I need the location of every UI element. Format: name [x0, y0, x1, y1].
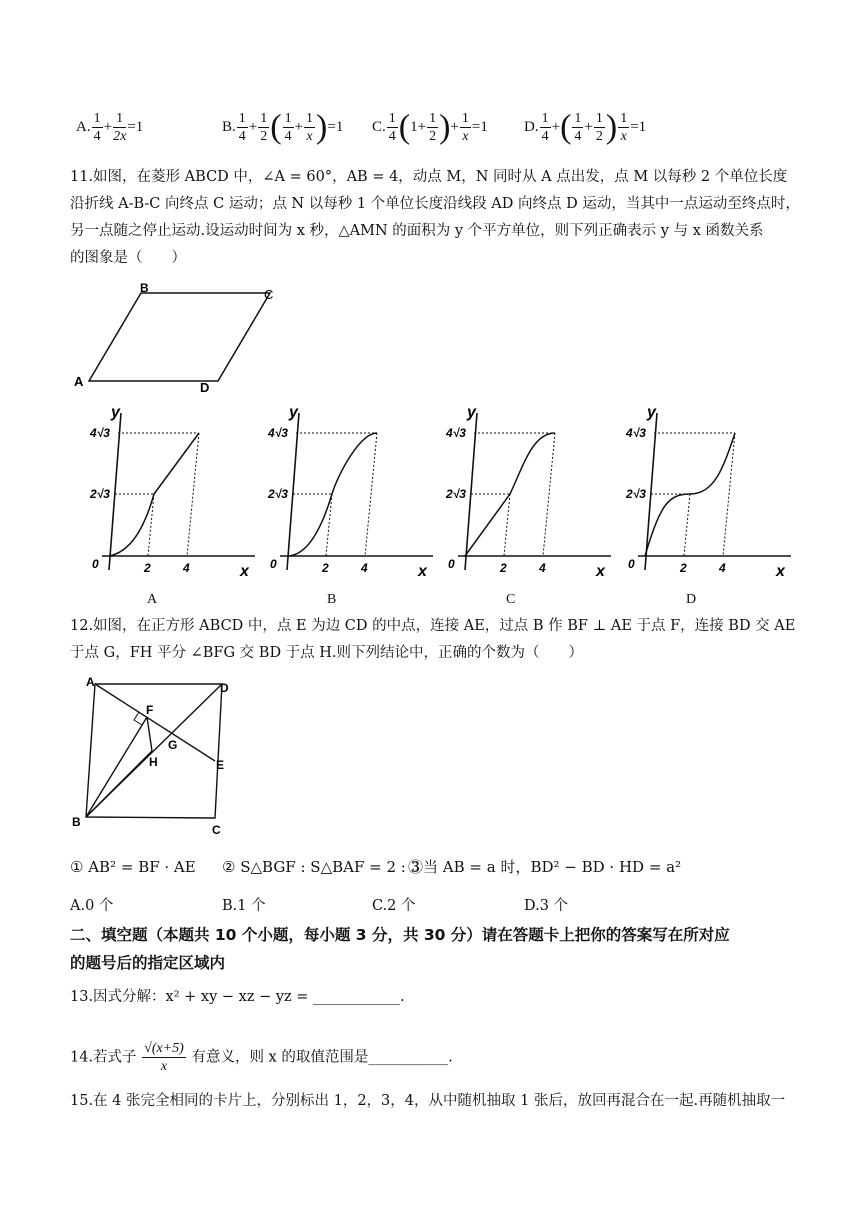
graph-curve: [287, 433, 377, 556]
q12-statement-1: ① AB² = BF · AE: [70, 858, 196, 876]
y-axis: [287, 413, 299, 570]
graph-a: [90, 405, 260, 580]
graph-caption-b: B: [327, 592, 337, 607]
square-figure: [70, 672, 250, 840]
axis-label-x: x: [776, 563, 785, 580]
y-axis: [109, 413, 121, 570]
q12-text: [70, 613, 800, 667]
axis-label-x: x: [240, 563, 249, 580]
axis-label-x: x: [418, 563, 427, 580]
tick-label-4: 4: [539, 561, 546, 575]
graph-d: [626, 405, 796, 580]
y-axis: [465, 413, 477, 570]
q15-text: 15.在 4 张完全相同的卡片上，分别标出 1，2，3，4，从中随机抽取 1 张后，放回再混合在一起.再随机抽取一: [70, 1093, 786, 1109]
tick-label-4: 4: [361, 561, 368, 575]
q12-option-d: D.3 个: [524, 898, 569, 914]
square-label-b: B: [72, 815, 81, 829]
graph-caption-c: C: [506, 592, 516, 607]
option-label: B.: [222, 118, 236, 135]
guide-x4: [187, 433, 199, 556]
graph-caption-d: D: [686, 592, 697, 607]
q11-line: 沿折线 A-B-C 向终点 C 运动；点 N 以每秒 1 个单位长度沿线段 AD 向终点 D 运动，当其中一点运动至终点时，: [70, 196, 800, 212]
q12-line: 于点 G，FH 平分 ∠BFG 交 BD 于点 H.则下列结论中，正确的个数为（ ）: [70, 645, 584, 661]
tick-label-2: 2: [322, 561, 329, 575]
q13-text: 13.因式分解：x² + xy − xz − yz = ____________.: [70, 989, 405, 1005]
square-label-a: A: [86, 675, 95, 689]
square-label-d: D: [220, 681, 229, 695]
value-label-2r3: 2√3: [268, 487, 288, 501]
value-label-2r3: 2√3: [626, 487, 646, 501]
q12-option-a: A.0 个: [70, 898, 114, 914]
value-label-4r3: 4√3: [626, 426, 646, 440]
graph-c: [446, 405, 616, 580]
graph-curve: [645, 433, 735, 556]
square-label-e: E: [216, 758, 225, 772]
q11-line: 11.如图，在菱形 ABCD 中，∠A = 60°，AB = 4，动点 M，N 同时从 A 点出发，点 M 以每秒 2 个单位长度: [70, 169, 788, 185]
q14-suffix: 有意义，则 x 的取值范围是___________.: [191, 1049, 453, 1066]
axis-label-y: y: [111, 404, 120, 421]
rhombus-label-a: A: [74, 374, 84, 389]
guide-x4: [365, 433, 377, 556]
option-label: C.: [372, 118, 386, 135]
q10-option-b: B. $\frac{1}{4}$ + $\frac{1}{2}$ ( $\frac{1}{4}$ + $\frac{1}{x}$ )=1: [222, 108, 344, 146]
q11-text: [70, 164, 800, 272]
q12-line: 12.如图，在正方形 ABCD 中，点 E 为边 CD 的中点，连接 AE，过点 B 作 BF ⊥ AE 于点 F，连接 BD 交 AE: [70, 618, 796, 634]
axis-label-x: x: [596, 563, 605, 580]
rhombus-label-c: C: [264, 287, 274, 302]
graph-caption-a: A: [147, 592, 158, 607]
q10-option-c: C. $\frac{1}{4}$ (1+ $\frac{1}{2}$ )+ $\frac{1}{x}$ =1: [372, 108, 488, 146]
value-label-2r3: 2√3: [446, 487, 466, 501]
graph-curve: [109, 433, 199, 556]
square-label-c: C: [212, 823, 221, 837]
graph-curve: [465, 433, 555, 556]
section-heading-line: 的题号后的指定区域内: [70, 954, 226, 972]
square-label-h: H: [149, 755, 158, 769]
origin-label: 0: [270, 557, 277, 571]
q14-text: [70, 1040, 453, 1075]
option-label: D.: [524, 118, 539, 135]
q12-option-b: B.1 个: [222, 898, 266, 914]
graph-b: [268, 405, 438, 580]
q10-option-a: A. $\frac{1}{4}$ + $\frac{1}{2x}$ =1: [76, 111, 144, 144]
origin-label: 0: [628, 557, 635, 571]
guide-x2: [504, 494, 510, 556]
section-heading-line: 二、填空题（本题共 10 个小题，每小题 3 分，共 30 分）请在答题卡上把你的答案写在所对应: [70, 926, 730, 944]
q14-prefix: 14.若式子: [70, 1049, 137, 1066]
rhombus-label-b: B: [140, 281, 149, 295]
square-label-g: G: [168, 738, 178, 752]
origin-label: 0: [92, 557, 99, 571]
q14-fraction: $\frac{√(x+5)}{x}$: [144, 1041, 184, 1074]
value-label-4r3: 4√3: [446, 426, 466, 440]
tick-label-2: 2: [144, 561, 151, 575]
q12-statement-2: ② S△BGF : S△BAF = 2 : 3: [222, 858, 421, 876]
value-label-4r3: 4√3: [90, 426, 110, 440]
tick-label-4: 4: [719, 561, 726, 575]
tick-label-4: 4: [183, 561, 190, 575]
option-label: A.: [76, 118, 91, 135]
value-label-2r3: 2√3: [90, 487, 110, 501]
rhombus-figure: [70, 280, 274, 395]
tick-label-2: 2: [500, 561, 507, 575]
axis-label-y: y: [289, 404, 298, 421]
axis-label-y: y: [467, 404, 476, 421]
q12-statement-3: ③当 AB = a 时，BD² − BD · HD = a²: [408, 858, 682, 876]
origin-label: 0: [448, 557, 455, 571]
value-label-4r3: 4√3: [268, 426, 288, 440]
q10-option-d: D. $\frac{1}{4}$ +( $\frac{1}{4}$ + $\frac{1}{2}$ ) $\frac{1}{x}$ =1: [524, 108, 647, 146]
q11-line: 另一点随之停止运动.设运动时间为 x 秒，△AMN 的面积为 y 个平方单位，则下列正确表示 y 与 x 函数关系: [70, 223, 764, 239]
guide-x2: [684, 494, 690, 556]
axis-label-y: y: [647, 404, 656, 421]
guide-x4: [543, 433, 555, 556]
square-label-f: F: [146, 703, 154, 717]
section-heading: [70, 921, 810, 977]
y-axis: [645, 413, 657, 570]
tick-label-2: 2: [680, 561, 687, 575]
q12-option-c: C.2 个: [372, 898, 416, 914]
q11-line: 的图象是（ ）: [70, 250, 186, 266]
rhombus-label-d: D: [200, 380, 210, 395]
